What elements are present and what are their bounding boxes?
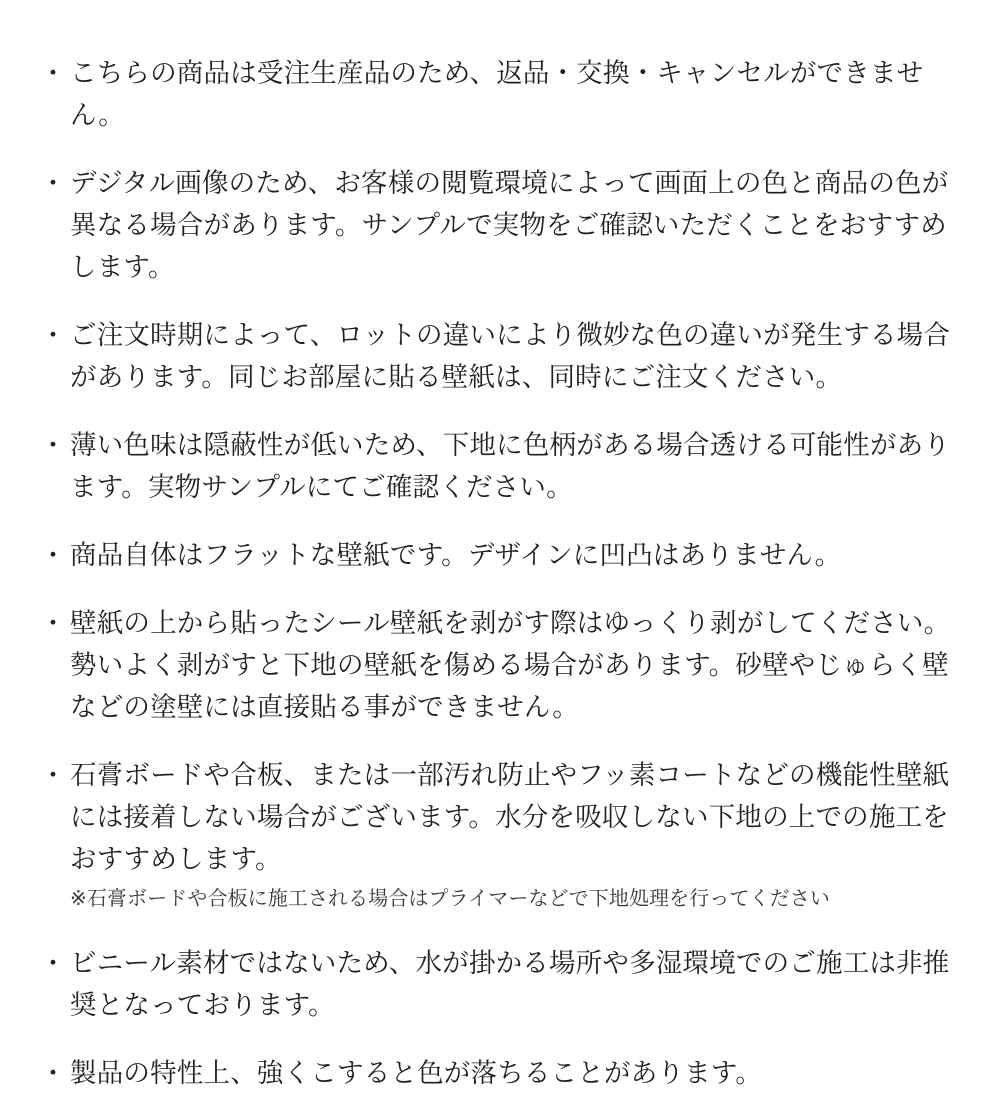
bullet-icon: ・ [40, 58, 67, 88]
list-item [18, 754, 970, 916]
notice-list [18, 52, 970, 1094]
list-item [18, 52, 970, 136]
list-item [18, 534, 970, 576]
notice-text: 壁紙の上から貼ったシール壁紙を剥がす際はゆっくり剥がしてください。勢いよく剥がすと下地の壁紙を傷める場合があります。砂壁やじゅらく壁などの塗壁には直接貼る事ができません。 [70, 608, 951, 722]
bullet-icon: ・ [40, 1058, 67, 1088]
bullet-icon: ・ [40, 168, 67, 198]
bullet-icon: ・ [40, 608, 67, 638]
bullet-icon: ・ [40, 430, 67, 460]
notice-text: ビニール素材ではないため、水が掛かる場所や多湿環境でのご施工は非推奨となっております。 [70, 948, 950, 1020]
list-item [18, 942, 970, 1026]
list-item [18, 602, 970, 728]
list-item [18, 1052, 970, 1094]
notice-text: 石膏ボードや合板、または一部汚れ防止やフッ素コートなどの機能性壁紙には接着しない場合がございます。水分を吸収しない下地の上での施工をおすすめします。 [70, 760, 950, 874]
bullet-icon: ・ [40, 540, 67, 570]
bullet-icon: ・ [40, 760, 67, 790]
notice-text: 製品の特性上、強くこすると色が落ちることがあります。 [70, 1058, 763, 1088]
bullet-icon: ・ [40, 948, 67, 978]
notice-text: 薄い色味は隠蔽性が低いため、下地に色柄がある場合透ける可能性があります。実物サンプルにてご確認ください。 [70, 430, 951, 502]
list-item [18, 162, 970, 288]
notice-text: こちらの商品は受注生産品のため、返品・交換・キャンセルができません。 [70, 58, 924, 130]
notice-text: デジタル画像のため、お客様の閲覧環境によって画面上の色と商品の色が異なる場合があります。サンプルで実物をご確認いただくことをおすすめします。 [70, 168, 949, 282]
list-item [18, 424, 970, 508]
notice-text: ご注文時期によって、ロットの違いにより微妙な色の違いが発生する場合があります。同じお部屋に貼る壁紙は、同時にご注文ください。 [70, 320, 951, 392]
notice-subtext: ※石膏ボードや合板に施工される場合はプライマーなどで下地処理を行ってください [70, 888, 830, 910]
bullet-icon: ・ [40, 320, 67, 350]
list-item [18, 314, 970, 398]
notice-text: 商品自体はフラットな壁紙です。デザインに凹凸はありません。 [70, 540, 842, 570]
